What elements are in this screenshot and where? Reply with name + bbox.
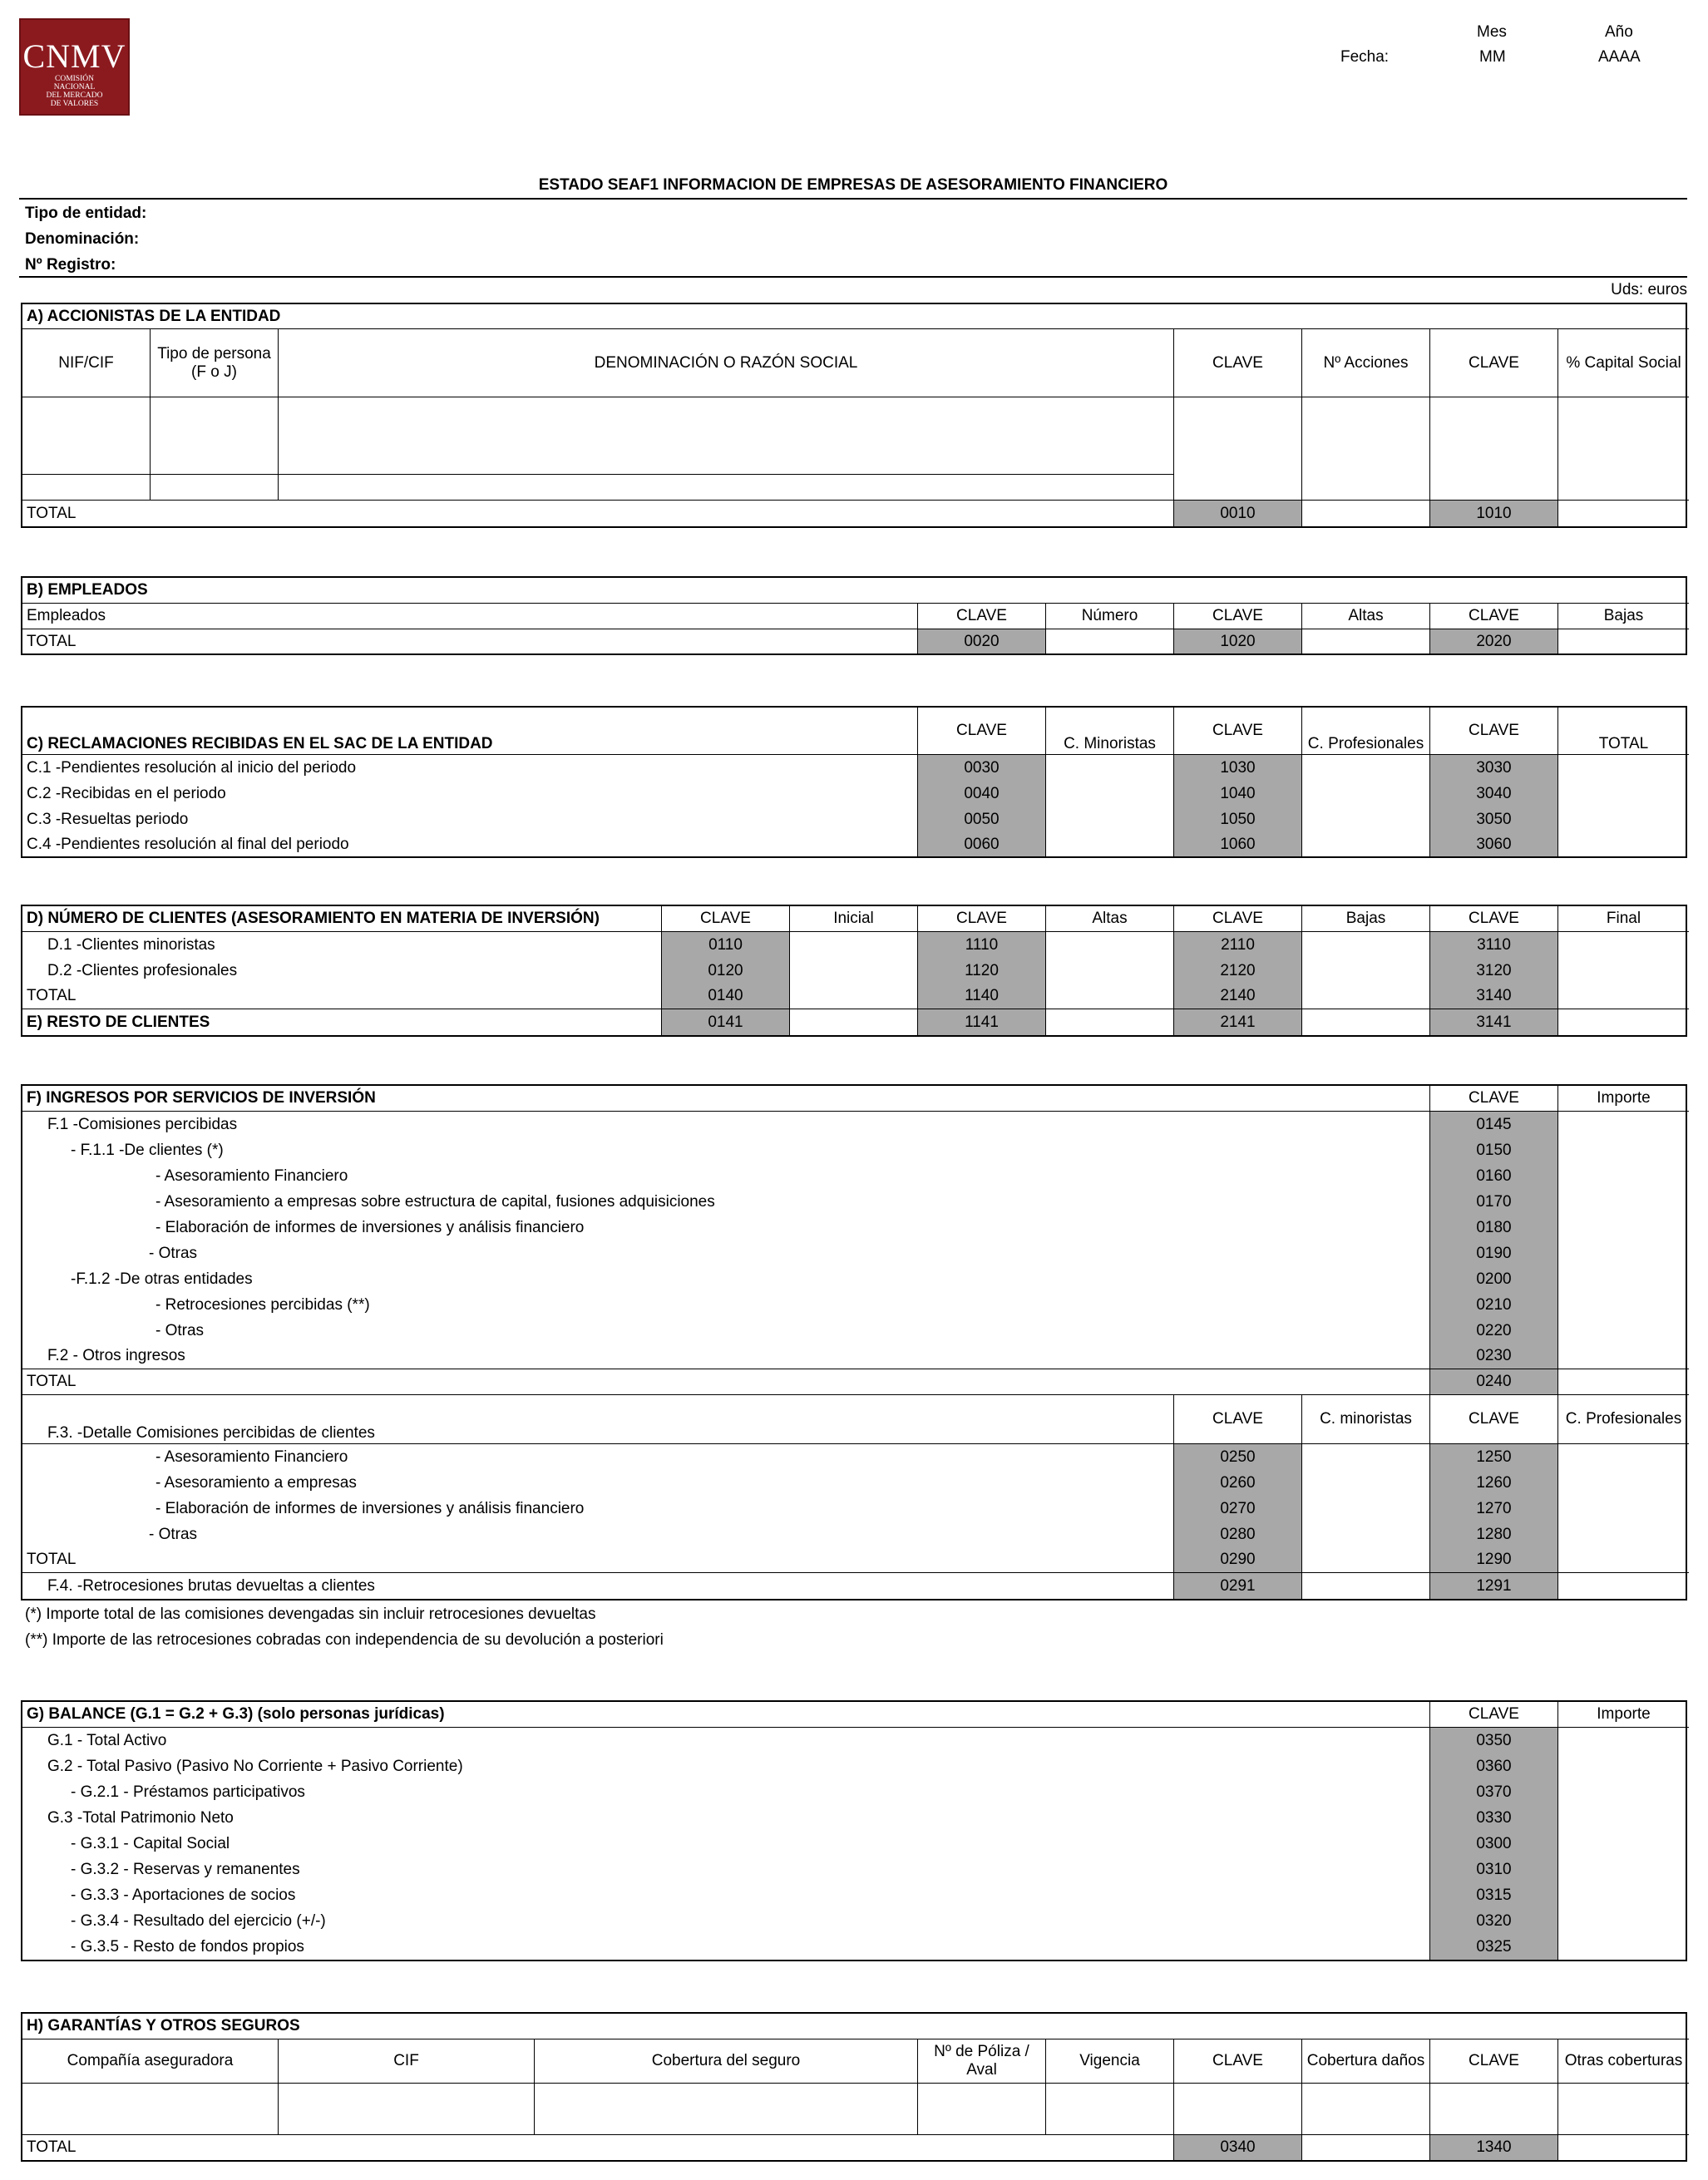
divider [19,198,1687,200]
section-h [21,2012,1687,2162]
input-cell[interactable] [1558,806,1689,832]
header-clave: CLAVE [1430,604,1558,629]
code-cell: 0291 [1174,1573,1302,1599]
section-f [21,1084,1687,1600]
code-cell: 0220 [1430,1318,1558,1344]
code-cell: 0290 [1174,1547,1302,1573]
header-poliza: Nº de Póliza / Aval [918,2039,1046,2084]
section-b [21,576,1687,655]
header-clave: CLAVE [662,906,790,932]
row-label: - Asesoramiento a empresas [22,1470,1174,1496]
input-cell[interactable] [1558,1266,1689,1292]
anio-label: Año [1605,23,1633,41]
footnote: (*) Importe total de las comisiones devengadas sin incluir retrocesiones devueltas [25,1605,596,1623]
input-total-danos[interactable] [1302,2135,1430,2160]
section-c-title: C) RECLAMACIONES RECIBIDAS EN EL SAC DE LA ENTIDAD [22,708,918,755]
input-cif[interactable] [279,2084,535,2135]
header-bajas: Bajas [1558,604,1689,629]
code-0340: 0340 [1174,2135,1302,2160]
input-cell[interactable] [1558,1009,1689,1035]
code-cell: 3110 [1430,932,1558,958]
row-label: - Otras [22,1240,1430,1266]
header-clave: CLAVE [1174,708,1302,755]
input-cell[interactable] [1302,1470,1430,1496]
code-cell: 1040 [1174,781,1302,806]
input-cell[interactable] [1046,958,1174,984]
input-aseguradora[interactable] [22,2084,279,2135]
code-cell: 0120 [662,958,790,984]
header-importe: Importe [1558,1702,1689,1728]
input-capital[interactable] [1558,397,1689,501]
input-cell[interactable] [1302,1547,1430,1573]
input-cell[interactable] [1302,958,1430,984]
logo-subtext: COMISIÓN NACIONAL DEL MERCADO DE VALORES [46,75,103,108]
header-clave: CLAVE [1174,329,1302,397]
input-vigencia[interactable] [1046,2084,1174,2135]
code-cell: 1060 [1174,832,1302,856]
row-label: - Elaboración de informes de inversiones y análisis financiero [22,1496,1174,1522]
input-cobertura-danos[interactable] [1302,2084,1430,2135]
header-clave: CLAVE [1430,1086,1558,1112]
row-label: D.2 -Clientes profesionales [22,958,662,984]
section-a [21,303,1687,528]
header-clave: CLAVE [1430,708,1558,755]
input-cell[interactable] [1302,932,1430,958]
input-cell[interactable] [1046,1009,1174,1035]
header-denominacion: DENOMINACIÓN O RAZÓN SOCIAL [279,329,1174,397]
code-cell: 0250 [1174,1444,1302,1470]
code-cell: 0370 [1430,1779,1558,1805]
code-cell: 0310 [1430,1857,1558,1882]
code-cell: 0145 [1430,1112,1558,1137]
input-poliza[interactable] [918,2084,1046,2135]
input-cobertura[interactable] [535,2084,918,2135]
input-cell[interactable] [1558,1547,1689,1573]
input-cell[interactable] [1558,984,1689,1009]
input-cell[interactable] [1558,958,1689,984]
input-cell[interactable] [1558,1908,1689,1934]
mes-label: Mes [1477,23,1507,41]
input-cell[interactable] [1046,932,1174,958]
code-cell: 0170 [1430,1189,1558,1215]
code-2020: 2020 [1430,629,1558,654]
input-cell[interactable] [790,958,918,984]
divider [19,276,1687,278]
input-cell[interactable] [1302,781,1430,806]
input-cell[interactable] [1558,1344,1689,1369]
input-denominacion[interactable] [279,397,1174,475]
code-cell: 3120 [1430,958,1558,984]
input-nif[interactable] [22,397,151,475]
f4-label: F.4. -Retrocesiones brutas devueltas a clientes [22,1573,1174,1599]
clave-cell [1430,2084,1558,2135]
input-cell[interactable] [1558,1444,1689,1470]
anio-value[interactable]: AAAA [1598,48,1641,66]
row-label: C.3 -Resueltas periodo [22,806,918,832]
denominacion-label: Denominación: [25,230,140,248]
clave-cell [1174,2084,1302,2135]
code-cell: 0150 [1430,1137,1558,1163]
input-cell[interactable] [1558,932,1689,958]
section-a-title: A) ACCIONISTAS DE LA ENTIDAD [22,304,1689,329]
input-cell[interactable] [1558,1573,1689,1599]
section-e-title: E) RESTO DE CLIENTES [22,1009,662,1035]
tipo-entidad-label: Tipo de entidad: [25,205,147,222]
code-cell: 1030 [1174,755,1302,781]
input-cell[interactable] [1558,832,1689,856]
input-acciones[interactable] [1302,397,1430,501]
code-cell: 0260 [1174,1470,1302,1496]
units-label: Uds: euros [1611,281,1687,298]
header-clave: CLAVE [1430,1395,1558,1444]
code-cell: 0325 [1430,1934,1558,1960]
code-cell: 0190 [1430,1240,1558,1266]
row-label: - G.2.1 - Préstamos participativos [22,1779,1430,1805]
header-clave: CLAVE [1174,906,1302,932]
header-clave: CLAVE [918,906,1046,932]
row-label: C.4 -Pendientes resolución al final del periodo [22,832,918,856]
row-label: - Retrocesiones percibidas (**) [22,1292,1430,1318]
header-final: Final [1558,906,1689,932]
code-0020: 0020 [918,629,1046,654]
header-clave: CLAVE [1430,2039,1558,2084]
input-cell[interactable] [1302,1009,1430,1035]
input-cell[interactable] [1302,832,1430,856]
code-cell: 3030 [1430,755,1558,781]
input-cell[interactable] [1046,755,1174,781]
code-cell: 3140 [1430,984,1558,1009]
row-label: G.2 - Total Pasivo (Pasivo No Corriente + Pasivo Corriente) [22,1753,1430,1779]
row-label: F.2 - Otros ingresos [22,1344,1430,1369]
code-cell: 0140 [662,984,790,1009]
header-clave: CLAVE [1430,329,1558,397]
header-minoristas: C. minoristas [1302,1395,1430,1444]
code-cell: 0240 [1430,1369,1558,1395]
header-acciones: Nº Acciones [1302,329,1430,397]
code-cell: 3040 [1430,781,1558,806]
footnote: (**) Importe de las retrocesiones cobradas con independencia de su devolución a posteriori [25,1631,664,1649]
input-cell[interactable] [1558,1831,1689,1857]
input-cell[interactable] [1302,984,1430,1009]
total-label: TOTAL [22,501,1174,526]
input-cell[interactable] [790,984,918,1009]
code-cell: 1141 [918,1009,1046,1035]
total-label: TOTAL [22,2135,1174,2160]
input-total-otras[interactable] [1558,2135,1689,2160]
code-cell: 2141 [1174,1009,1302,1035]
header-altas: Altas [1302,604,1430,629]
row-label: - Asesoramiento Financiero [22,1163,1430,1189]
header-clave: CLAVE [1174,2039,1302,2084]
code-cell: 0060 [918,832,1046,856]
clave-cell [1430,397,1558,501]
header-tipo-persona: Tipo de persona (F o J) [151,329,279,397]
row-label: G.1 - Total Activo [22,1728,1430,1753]
code-cell: 0200 [1430,1266,1558,1292]
row-label: - G.3.5 - Resto de fondos propios [22,1934,1430,1960]
input-cell[interactable] [1302,1444,1430,1470]
code-cell: 0110 [662,932,790,958]
input-cell[interactable] [1302,1573,1430,1599]
input-otras-coberturas[interactable] [1558,2084,1689,2135]
empleados-label: Empleados [22,604,918,629]
page-title: ESTADO SEAF1 INFORMACION DE EMPRESAS DE ASESORAMIENTO FINANCIERO [538,176,1168,194]
header-clave: CLAVE [918,708,1046,755]
input-cell[interactable] [1558,1882,1689,1908]
code-cell: 1120 [918,958,1046,984]
fecha-label: Fecha: [1340,48,1390,66]
row-label: - F.1.1 -De clientes (*) [22,1137,1430,1163]
header-clave: CLAVE [1430,1702,1558,1728]
header-total: TOTAL [1558,708,1689,755]
section-g-title: G) BALANCE (G.1 = G.2 + G.3) (solo personas jurídicas) [22,1702,1430,1728]
code-cell: 1290 [1430,1547,1558,1573]
section-h-title: H) GARANTÍAS Y OTROS SEGUROS [22,2014,1689,2039]
header-aseguradora: Compañía aseguradora [22,2039,279,2084]
code-cell: 0300 [1430,1831,1558,1857]
section-c [21,706,1687,858]
header-profesionales: C. Profesionales [1558,1395,1689,1444]
header-clave: CLAVE [1430,906,1558,932]
code-cell: 0350 [1430,1728,1558,1753]
input-cell[interactable] [1558,1522,1689,1547]
input-cell[interactable] [1558,1240,1689,1266]
input-cell[interactable] [1302,755,1430,781]
total-label: TOTAL [22,1547,1174,1573]
section-f-title: F) INGRESOS POR SERVICIOS DE INVERSIÓN [22,1086,1430,1112]
row-label: C.2 -Recibidas en el periodo [22,781,918,806]
input-cell[interactable] [1558,1470,1689,1496]
input-cell[interactable] [1558,1292,1689,1318]
code-cell: 1110 [918,932,1046,958]
input-cell[interactable] [1558,1163,1689,1189]
row-label: -F.1.2 -De otras entidades [22,1266,1430,1292]
code-cell: 0320 [1430,1908,1558,1934]
header-cobertura: Cobertura del seguro [535,2039,918,2084]
code-0010: 0010 [1174,501,1302,526]
header-bajas: Bajas [1302,906,1430,932]
input-cell[interactable] [1558,1805,1689,1831]
input-cell[interactable] [1046,832,1174,856]
mes-value[interactable]: MM [1479,48,1506,66]
header-clave: CLAVE [1174,604,1302,629]
input-total-acciones[interactable] [1302,501,1430,526]
code-1010: 1010 [1430,501,1558,526]
cnmv-logo [19,18,130,116]
header-clave: CLAVE [1174,1395,1302,1444]
row-label: - G.3.1 - Capital Social [22,1831,1430,1857]
code-cell: 2140 [1174,984,1302,1009]
header-vigencia: Vigencia [1046,2039,1174,2084]
input-tipo-persona[interactable] [151,475,279,501]
input-tipo-persona[interactable] [151,397,279,475]
input-cell[interactable] [1046,806,1174,832]
header-nif: NIF/CIF [22,329,151,397]
header-capital: % Capital Social [1558,329,1689,397]
input-cell[interactable] [1558,1137,1689,1163]
code-cell: 0360 [1430,1753,1558,1779]
code-cell: 2110 [1174,932,1302,958]
section-b-title: B) EMPLEADOS [22,578,1689,604]
input-cell[interactable] [1558,1857,1689,1882]
code-cell: 1140 [918,984,1046,1009]
section-d [21,905,1687,1037]
code-cell: 0280 [1174,1522,1302,1547]
code-cell: 0315 [1430,1882,1558,1908]
row-label: - Asesoramiento a empresas sobre estructura de capital, fusiones adquisiciones [22,1189,1430,1215]
logo-text: CNMV [22,37,126,75]
clave-cell [1174,397,1302,501]
input-numero[interactable] [1046,629,1174,654]
row-label: - G.3.2 - Reservas y remanentes [22,1857,1430,1882]
input-cell[interactable] [1558,1369,1689,1395]
total-label: TOTAL [22,1369,1430,1395]
header-otras-coberturas: Otras coberturas [1558,2039,1689,2084]
input-cell[interactable] [1302,806,1430,832]
row-label: - Otras [22,1522,1174,1547]
row-label: - Asesoramiento Financiero [22,1444,1174,1470]
header-numero: Número [1046,604,1174,629]
input-cell[interactable] [1302,1522,1430,1547]
input-bajas[interactable] [1558,629,1689,654]
input-total-capital[interactable] [1558,501,1689,526]
code-cell: 0141 [662,1009,790,1035]
header-altas: Altas [1046,906,1174,932]
code-cell: 0270 [1174,1496,1302,1522]
row-label: - G.3.4 - Resultado del ejercicio (+/-) [22,1908,1430,1934]
code-cell: 0210 [1430,1292,1558,1318]
code-1020: 1020 [1174,629,1302,654]
code-cell: 3141 [1430,1009,1558,1035]
input-cell[interactable] [790,1009,918,1035]
input-cell[interactable] [1558,1318,1689,1344]
input-cell[interactable] [1558,1728,1689,1753]
total-label: TOTAL [22,629,918,654]
header-cif: CIF [279,2039,535,2084]
input-cell[interactable] [1302,1496,1430,1522]
input-cell[interactable] [1558,1934,1689,1960]
total-label: TOTAL [22,984,662,1009]
input-cell[interactable] [1558,1112,1689,1137]
input-cell[interactable] [1558,755,1689,781]
row-label: F.1 -Comisiones percibidas [22,1112,1430,1137]
input-cell[interactable] [1558,781,1689,806]
input-altas[interactable] [1302,629,1430,654]
registro-label: Nº Registro: [25,256,116,274]
code-cell: 0230 [1430,1344,1558,1369]
row-label: - Otras [22,1318,1430,1344]
header-importe: Importe [1558,1086,1689,1112]
header-clave: CLAVE [918,604,1046,629]
code-cell: 0330 [1430,1805,1558,1831]
code-cell: 0040 [918,781,1046,806]
input-nif[interactable] [22,475,151,501]
header-cobertura-danos: Cobertura daños [1302,2039,1430,2084]
section-g [21,1700,1687,1961]
f3-title: F.3. -Detalle Comisiones percibidas de clientes [22,1395,1174,1444]
row-label: - G.3.3 - Aportaciones de socios [22,1882,1430,1908]
code-cell: 1291 [1430,1573,1558,1599]
row-label: C.1 -Pendientes resolución al inicio del periodo [22,755,918,781]
code-cell: 0160 [1430,1163,1558,1189]
code-cell: 0030 [918,755,1046,781]
code-cell: 1260 [1430,1470,1558,1496]
input-cell[interactable] [1558,1496,1689,1522]
code-cell: 1250 [1430,1444,1558,1470]
row-label: - Elaboración de informes de inversiones y análisis financiero [22,1215,1430,1240]
row-label: D.1 -Clientes minoristas [22,932,662,958]
input-denominacion[interactable] [279,475,1174,501]
input-cell[interactable] [1558,1753,1689,1779]
input-cell[interactable] [1558,1189,1689,1215]
code-cell: 1050 [1174,806,1302,832]
code-cell: 1270 [1430,1496,1558,1522]
row-label: G.3 -Total Patrimonio Neto [22,1805,1430,1831]
header-minoristas: C. Minoristas [1046,708,1174,755]
input-cell[interactable] [1558,1779,1689,1805]
section-d-title: D) NÚMERO DE CLIENTES (ASESORAMIENTO EN MATERIA DE INVERSIÓN) [22,906,662,932]
code-cell: 0050 [918,806,1046,832]
header-profesionales: C. Profesionales [1302,708,1430,755]
code-cell: 3050 [1430,806,1558,832]
input-cell[interactable] [1046,984,1174,1009]
header-inicial: Inicial [790,906,918,932]
code-cell: 3060 [1430,832,1558,856]
code-cell: 1280 [1430,1522,1558,1547]
input-cell[interactable] [1558,1215,1689,1240]
code-1340: 1340 [1430,2135,1558,2160]
code-cell: 2120 [1174,958,1302,984]
input-cell[interactable] [1046,781,1174,806]
input-cell[interactable] [790,932,918,958]
code-cell: 0180 [1430,1215,1558,1240]
